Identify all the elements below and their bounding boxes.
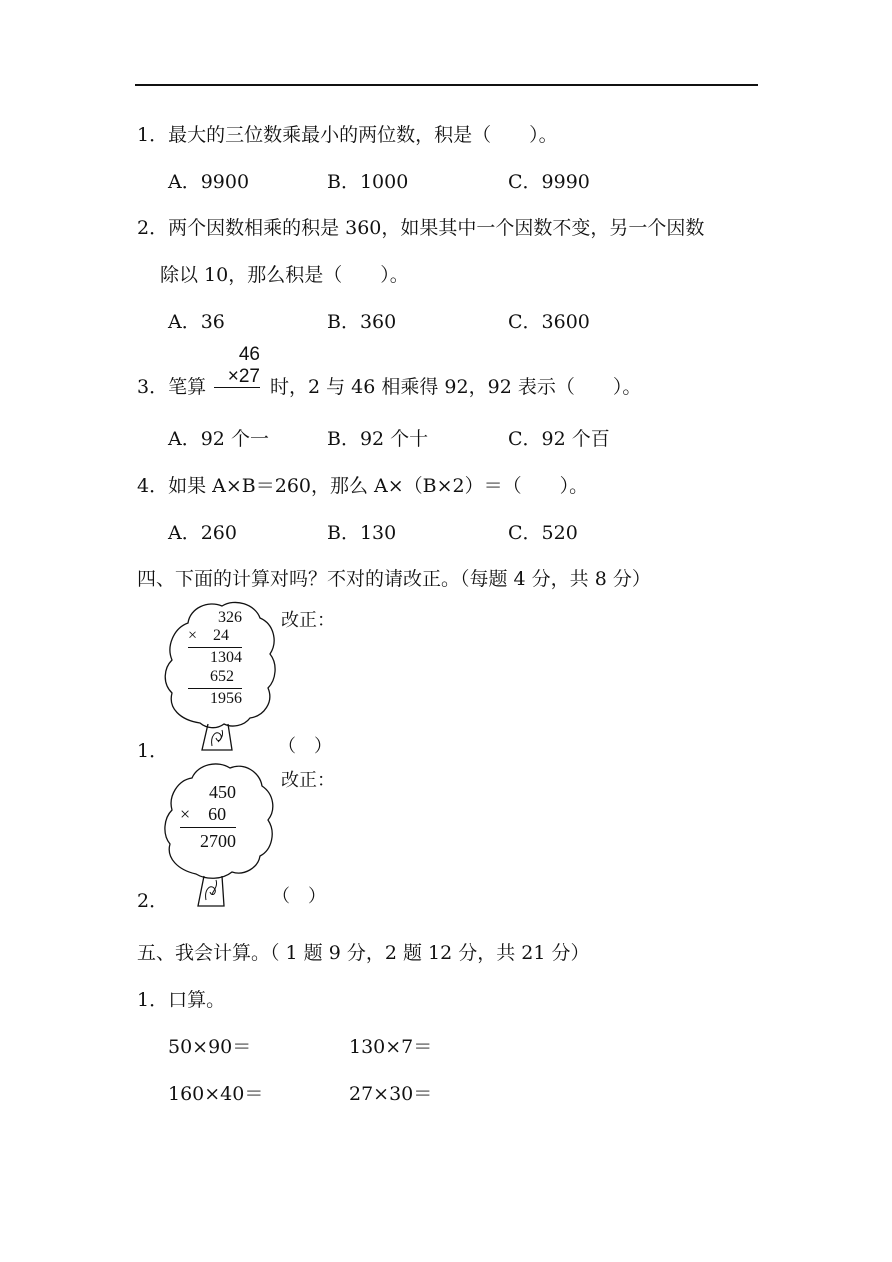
judge-bracket-1: （ ） xyxy=(278,736,332,757)
sub-question-1: 1．口算。 xyxy=(137,989,226,1011)
calc-1 xyxy=(188,610,242,709)
vm-top: 46 xyxy=(238,344,260,365)
q1-option-a: A．9900 xyxy=(168,171,250,193)
calc-2-line: 450 xyxy=(209,782,236,802)
q2-option-a: A．36 xyxy=(168,311,225,333)
question-2-stem-line2: 除以 10，那么积是（ ）。 xyxy=(160,264,409,286)
calc-1-line: 652 xyxy=(188,669,242,689)
judge-bracket-2: （ ） xyxy=(272,886,326,907)
oral-calc-item: 50×90＝ xyxy=(168,1036,252,1058)
q2-option-c: C．3600 xyxy=(508,311,590,333)
q3-option-c: C．92 个百 xyxy=(508,428,610,450)
correction-label-1: 改正： xyxy=(281,610,335,631)
calc-2 xyxy=(180,783,236,854)
calc-1-line: 1956 xyxy=(210,690,242,707)
vertical-multiplication xyxy=(214,345,260,388)
question-1-stem: 1．最大的三位数乘最小的两位数，积是（ ）。 xyxy=(137,124,558,146)
section-4-title: 四、下面的计算对吗？不对的请改正。（每题 4 分，共 8 分） xyxy=(137,568,651,590)
question-3-suffix: 时，2 与 46 相乘得 92，92 表示（ ）。 xyxy=(270,376,642,398)
calc-1-line: 326 xyxy=(218,609,242,626)
q3-option-a: A．92 个一 xyxy=(168,428,269,450)
oral-calc-item: 160×40＝ xyxy=(168,1083,264,1105)
q1-option-b: B．1000 xyxy=(327,171,409,193)
item-1-number: 1． xyxy=(137,740,169,762)
vm-bottom: ×27 xyxy=(214,367,260,388)
q4-option-c: C．520 xyxy=(508,522,578,544)
question-3-prefix: 3．笔算 xyxy=(137,376,207,398)
correction-label-2: 改正： xyxy=(281,770,335,791)
q4-option-b: B．130 xyxy=(327,522,397,544)
q3-option-b: B．92 个十 xyxy=(327,428,429,450)
calc-2-line: × 60 xyxy=(180,805,236,828)
header-rule xyxy=(135,84,758,86)
question-2-stem-line1: 2．两个因数相乘的积是 360，如果其中一个因数不变，另一个因数 xyxy=(137,217,705,239)
q4-option-a: A．260 xyxy=(168,522,237,544)
q1-option-c: C．9990 xyxy=(508,171,590,193)
question-4-stem: 4．如果 A×B＝260，那么 A×（B×2）＝（ ）。 xyxy=(137,475,589,497)
section-5-title: 五、我会计算。（ 1 题 9 分，2 题 12 分，共 21 分） xyxy=(137,942,590,964)
oral-calc-item: 130×7＝ xyxy=(349,1036,433,1058)
calc-2-line: 2700 xyxy=(200,831,236,851)
oral-calc-item: 27×30＝ xyxy=(349,1083,433,1105)
calc-1-line: 1304 xyxy=(210,649,242,666)
item-2-number: 2． xyxy=(137,890,169,912)
q2-option-b: B．360 xyxy=(327,311,397,333)
calc-1-line: × 24 xyxy=(188,628,242,648)
